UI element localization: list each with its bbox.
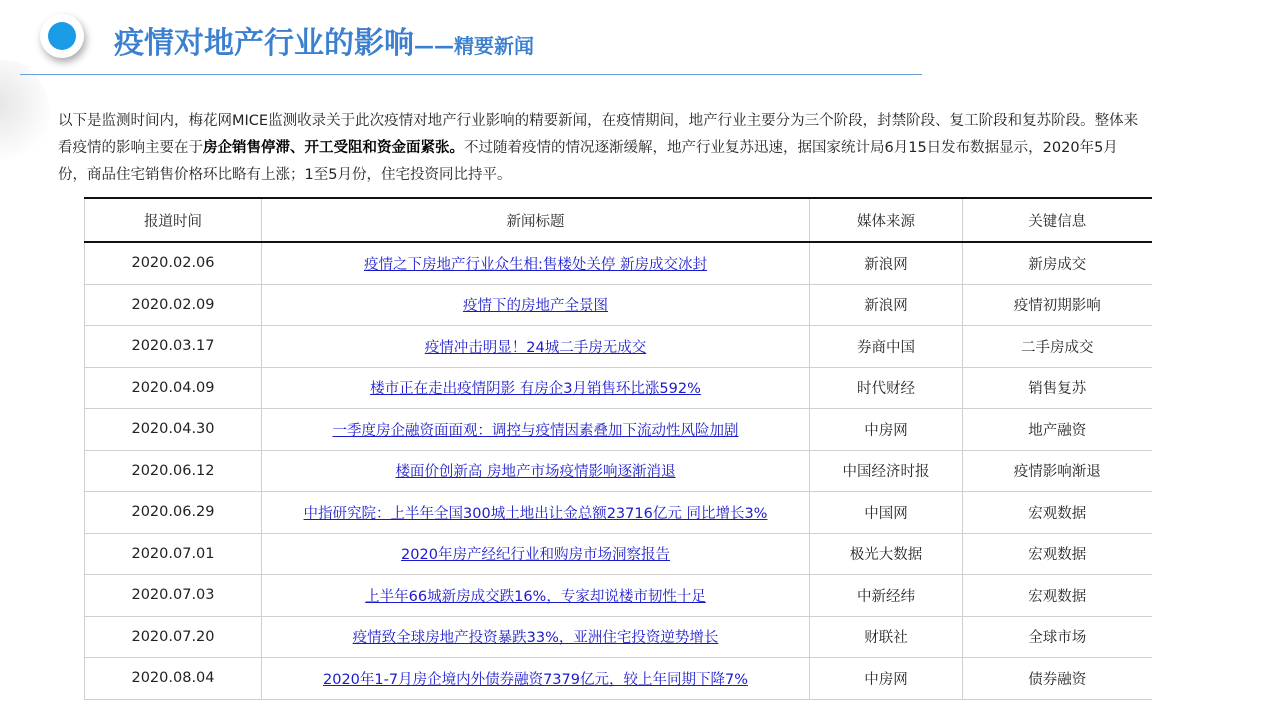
- row-key-info: 宏观数据: [963, 575, 1152, 617]
- corner-shadow-decoration: [0, 60, 50, 170]
- news-title-link[interactable]: 2020年1-7月房企境内外债券融资7379亿元，较上年同期下降7%: [323, 671, 748, 688]
- row-key-info: 全球市场: [963, 616, 1152, 658]
- row-source: 时代财经: [810, 367, 963, 409]
- row-date: 2020.03.17: [85, 326, 262, 368]
- row-source: 中国经济时报: [810, 450, 963, 492]
- row-key-info: 新房成交: [963, 242, 1152, 284]
- table-row: [85, 492, 1152, 534]
- header-title: 新闻标题: [262, 198, 810, 242]
- row-source: 中房网: [810, 658, 963, 700]
- intro-text-bold: 房企销售停滞、开工受阻和资金面紧张。: [203, 140, 464, 156]
- row-title-cell: [262, 533, 810, 575]
- row-date: 2020.06.12: [85, 450, 262, 492]
- row-title-cell: [262, 658, 810, 700]
- news-title-link[interactable]: 楼市正在走出疫情阴影 有房企3月销售环比涨592%: [370, 381, 701, 398]
- news-title-link[interactable]: 疫情冲击明显！24城二手房无成交: [424, 339, 647, 356]
- news-title-link[interactable]: 上半年66城新房成交跌16%，专家却说楼市韧性十足: [365, 588, 706, 605]
- row-key-info: 债券融资: [963, 658, 1152, 700]
- row-key-info: 宏观数据: [963, 533, 1152, 575]
- row-key-info: 疫情影响渐退: [963, 450, 1152, 492]
- row-key-info: 地产融资: [963, 409, 1152, 451]
- title-main: 疫情对地产行业的影响: [114, 26, 414, 61]
- row-title-cell: [262, 367, 810, 409]
- row-key-info: 疫情初期影响: [963, 284, 1152, 326]
- table-row: [85, 284, 1152, 326]
- table-body: [85, 242, 1152, 699]
- table-row: [85, 450, 1152, 492]
- row-key-info: 销售复苏: [963, 367, 1152, 409]
- news-title-link[interactable]: 楼面价创新高 房地产市场疫情影响逐渐消退: [395, 464, 676, 481]
- row-date: 2020.07.01: [85, 533, 262, 575]
- row-date: 2020.04.30: [85, 409, 262, 451]
- table-row: [85, 409, 1152, 451]
- table-row: [85, 242, 1152, 284]
- table-row: [85, 658, 1152, 700]
- row-title-cell: [262, 242, 810, 284]
- row-date: 2020.07.20: [85, 616, 262, 658]
- table-row: [85, 367, 1152, 409]
- row-title-cell: [262, 616, 810, 658]
- row-title-cell: [262, 409, 810, 451]
- row-source: 券商中国: [810, 326, 963, 368]
- news-title-link[interactable]: 疫情下的房地产全景图: [463, 298, 608, 315]
- row-source: 中新经纬: [810, 575, 963, 617]
- row-source: 中房网: [810, 409, 963, 451]
- title-dash: ——: [414, 34, 454, 58]
- news-title-link[interactable]: 中指研究院：上半年全国300城土地出让金总额23716亿元 同比增长3%: [303, 505, 768, 522]
- intro-paragraph: [58, 108, 1143, 189]
- table-row: [85, 575, 1152, 617]
- header-source: 媒体来源: [810, 198, 963, 242]
- row-title-cell: [262, 450, 810, 492]
- table-row: [85, 533, 1152, 575]
- row-date: 2020.08.04: [85, 658, 262, 700]
- bullet-inner-dot: [48, 22, 76, 50]
- intro-text-part2: 不过随着疫情的情况逐渐缓解，地产行业复苏迅速，据国家统计局6月15日发布数据显示，2020年5月份，商品住宅销售价格环比略有上涨；1至5月份，住宅投资同比持平。: [58, 140, 1118, 183]
- title-divider: [20, 74, 922, 75]
- row-source: 极光大数据: [810, 533, 963, 575]
- row-date: 2020.02.06: [85, 242, 262, 284]
- row-title-cell: [262, 326, 810, 368]
- news-title-link[interactable]: 2020年房产经纪行业和购房市场洞察报告: [401, 547, 670, 564]
- page-title: [114, 24, 534, 68]
- row-date: 2020.07.03: [85, 575, 262, 617]
- row-title-cell: [262, 492, 810, 534]
- news-title-link[interactable]: 一季度房企融资面面观：调控与疫情因素叠加下流动性风险加剧: [332, 422, 739, 439]
- header-date: 报道时间: [85, 198, 262, 242]
- row-source: 新浪网: [810, 242, 963, 284]
- title-bullet-icon: [40, 14, 84, 58]
- row-title-cell: [262, 575, 810, 617]
- header-key-info: 关键信息: [963, 198, 1152, 242]
- table-row: [85, 616, 1152, 658]
- row-source: 新浪网: [810, 284, 963, 326]
- row-key-info: 二手房成交: [963, 326, 1152, 368]
- table-row: [85, 326, 1152, 368]
- row-title-cell: [262, 284, 810, 326]
- row-date: 2020.04.09: [85, 367, 262, 409]
- row-date: 2020.02.09: [85, 284, 262, 326]
- row-source: 中国网: [810, 492, 963, 534]
- row-key-info: 宏观数据: [963, 492, 1152, 534]
- news-title-link[interactable]: 疫情之下房地产行业众生相:售楼处关停 新房成交冰封: [364, 256, 707, 273]
- table-header-row: [85, 198, 1152, 242]
- row-date: 2020.06.29: [85, 492, 262, 534]
- intro-text-part1: 以下是监测时间内，梅花网MICE监测收录关于此次疫情对地产行业影响的精要新闻，在疫情期间，地产行业主要分为三个阶段，封禁阶段、复工阶段和复苏阶段。整体来看疫情的影响主要在于: [58, 113, 1139, 156]
- title-subtitle: 精要新闻: [454, 34, 534, 58]
- news-title-link[interactable]: 疫情致全球房地产投资暴跌33%，亚洲住宅投资逆势增长: [352, 630, 719, 647]
- news-table: [84, 197, 1152, 700]
- row-source: 财联社: [810, 616, 963, 658]
